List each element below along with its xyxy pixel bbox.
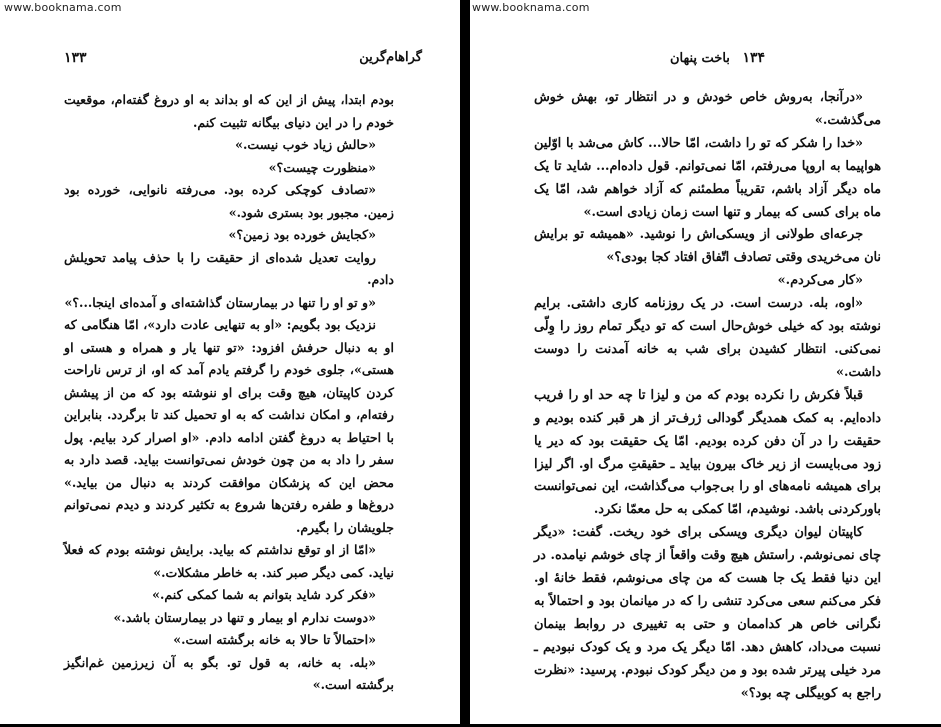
right-page <box>470 0 941 727</box>
left-running-title: گراهام‌گرین <box>359 50 422 65</box>
paragraph: «و تو او را تنها در بیمارستان گذاشته‌ای و آمده‌ای اینجا...؟» <box>64 294 376 310</box>
paragraph: «کار می‌کردم.» <box>777 273 863 289</box>
paragraph: قبلاً فکرش را نکرده بودم که من و لیزا تا چه حد او را فریب داده‌ایم. به کمک همدیگر گودالی ژرف‌تر از هر قبر کنده بودیم و حقیقت را در آن دفن کرده بودیم. امّا یک حقیقت بود که دیر یا زود می‌بایست از زیر خاک بیرون بیاید ـ حقیقتِ مرگ او. اگر لیزا برای همیشه نامه‌های او را بی‌جواب می‌گذاشت، این نمی‌توانست باورکردنی باشد. نوشیدم، امّا کمکی به حل معمّا نکرد. <box>534 387 881 518</box>
paragraph: «تصادف کوچکی کرده بود. می‌رفته نانوایی، خورده بود زمین. مجبور بود بستری شود.» <box>64 182 394 220</box>
right-running-title: باخت پنهان <box>669 51 730 66</box>
watermark-right: www.booknama.com <box>472 1 590 14</box>
paragraph: «امّا از او توقع نداشتم که بیاید. برایش نوشته بودم که فعلاً نیاید. کمی دیگر صبر کند. به خاطر مشکلات.» <box>64 542 394 580</box>
left-page <box>0 0 460 727</box>
paragraph: بودم ابتدا، پیش از این که او بداند به او دروغ گفته‌ام، موقعیت خودم را در این دنیای بیگانه تثبیت کنم. <box>64 92 394 130</box>
left-page-header <box>359 50 422 65</box>
paragraph: «بله. به خانه، به قول تو. بگو به آن زیرزمین غم‌انگیز برگشته است.» <box>64 654 394 692</box>
paragraph: روایت تعدیل شده‌ای از حقیقت را با حذف پیامد تحویلش دادم. <box>64 249 394 287</box>
paragraph: جرعه‌ای طولانی از ویسکی‌اش را نوشید. «همیشه تو برایش نان می‌خریدی وقتی تصادف اتّفاق افتاد کجا بودی؟» <box>534 227 881 266</box>
paragraph: «منظورت چیست؟» <box>268 159 376 175</box>
paragraph: «درآنجا، به‌روش خاص خودش و در انتظار تو، بهش خوش می‌گذشت.» <box>534 90 881 128</box>
paragraph: «کجایش خورده بود زمین؟» <box>228 227 376 242</box>
right-page-header <box>670 50 765 66</box>
paragraph: «اوه، بله. درست است. در یک روزنامه کاری داشتی. برایم نوشته بود که خیلی خوش‌حال است که تو دیگر تمام روز را وِلّی نمی‌کنی. انتظار کشیدن برای شب به خانه آمدنت را دوست داشت.» <box>534 296 881 380</box>
paragraph: کاپیتان لیوان دیگری ویسکی برای خود ریخت. گفت: «دیگر چای نمی‌نوشم. راستش هیچ وقت واقعاً از چای خوشم نیامده. در این دنیا فقط یک جا هست که من چای می‌نوشم، فقط خانهٔ او. فکر می‌کنم سعی می‌کرد تنشی را که در میانمان بود و احتمالاً به نگرانی خاص هر کداممان و حتی به تغییری در روابط بینمان نسبت می‌داد، کاهش دهد. امّا دیگر یک مرد و یک کودک نبودیم ـ مرد خیلی پیرتر شده بود و من دیگر کودک نبودم. پرسید: «نظرت راجع به کوبیگلی چه بود؟» <box>534 525 881 701</box>
page-gutter <box>460 0 470 727</box>
left-page-number: ۱۳۳ <box>64 50 87 66</box>
watermark-left: www.booknama.com <box>4 1 122 14</box>
right-body-text <box>534 87 881 705</box>
paragraph: «خدا را شکر که تو را داشت، امّا حالا... کاش می‌شد با اوّلین هواپیما به اروپا می‌رفتم، امّا نمی‌توانم. قول داده‌ام... شاید تا یک ماه دیگر آزاد باشم، تقریباً مطمئنم که آزاد خواهم شد، امّا یک ماه برای کسی که بیمار و تنها است زمان زیادی است.» <box>534 135 881 220</box>
left-body-text <box>64 89 394 697</box>
paragraph: «احتمالاً تا حالا به خانه برگشته است.» <box>173 632 376 647</box>
paragraph: «حالش زیاد خوب نیست.» <box>235 137 376 152</box>
paragraph: نزدیک بود بگویم: «او به تنهایی عادت دارد»، امّا هنگامی که او به دنبال حرفش افزود: «تو تنها یار و همراه و هستی او هستی»، جلوی خودم را گرفتم یادم آمد که او، از ترس ناراحت کردن کاپیتان، هیچ وقت برای او ننوشته بود که من از پیشش رفته‌ام، و امکان نداشت که به او تحمیل کند تا برگردد. بنابراین با احتیاط به دروغ گفتن ادامه دادم. «او اصرار کرد بیایم. پول سفر را داد به من چون خودش نمی‌توانست بیاید. قصد دارد به محض این که پزشکان موافقت کردند به دنبال من بیاید.» دروغ‌ها و طفره رفتن‌ها شروع به تکثیر کردند و دیدم نمی‌توانم جلویشان را بگیرم. <box>64 317 394 535</box>
paragraph: «فکر کرد شاید بتوانم به شما کمکی کنم.» <box>152 587 376 602</box>
right-page-number: ۱۳۴ <box>742 50 765 66</box>
paragraph: «دوست ندارم او بیمار و تنها در بیمارستان باشد.» <box>113 609 376 625</box>
